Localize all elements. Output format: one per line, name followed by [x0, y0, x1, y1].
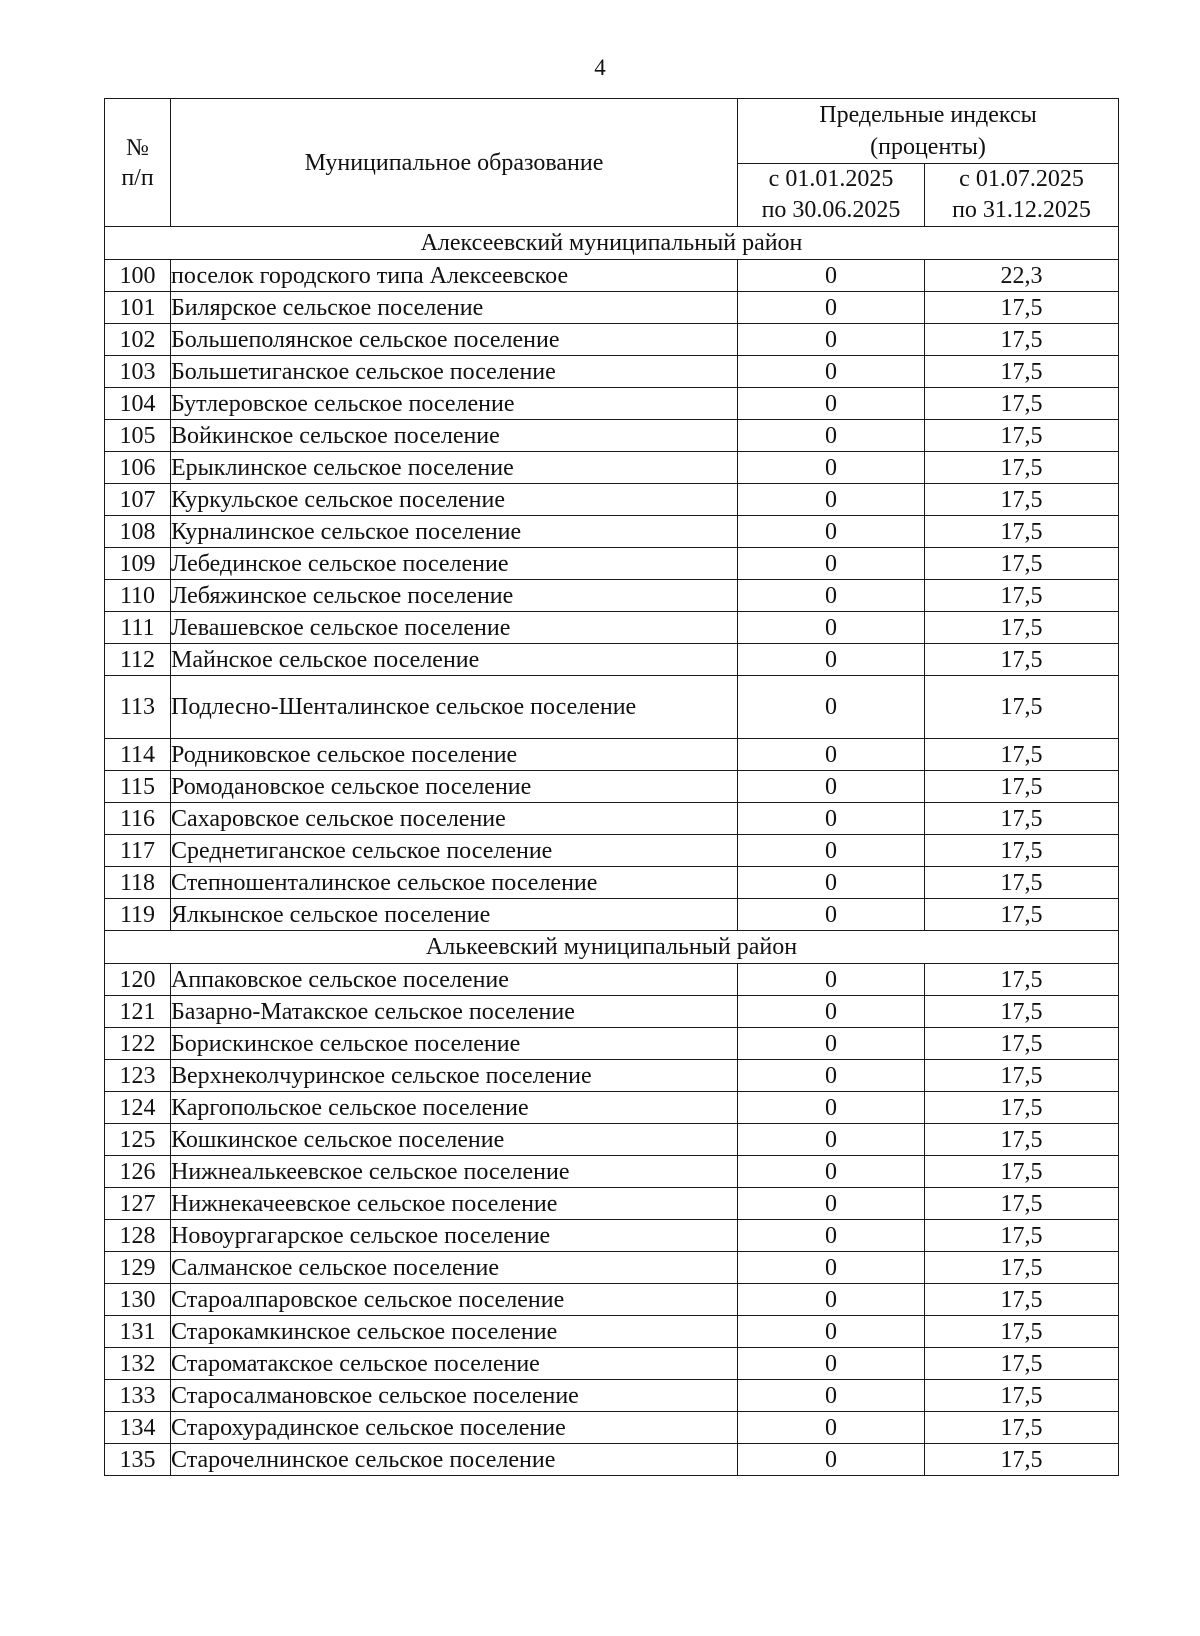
- municipality-name: Майнское сельское поселение: [171, 644, 738, 676]
- table-row: [105, 1284, 1119, 1316]
- index-period-1: 0: [738, 739, 925, 771]
- index-period-2: 17,5: [925, 324, 1119, 356]
- row-number: 108: [105, 516, 171, 548]
- row-number: 133: [105, 1380, 171, 1412]
- row-number: 115: [105, 771, 171, 803]
- row-number: 107: [105, 484, 171, 516]
- table-row: [105, 1380, 1119, 1412]
- index-period-2: 17,5: [925, 1124, 1119, 1156]
- table-row: [105, 580, 1119, 612]
- row-number: 113: [105, 676, 171, 739]
- municipality-name: Новоургагарское сельское поселение: [171, 1220, 738, 1252]
- table-row: [105, 1188, 1119, 1220]
- index-period-1: 0: [738, 1028, 925, 1060]
- row-number: 125: [105, 1124, 171, 1156]
- municipality-name: Среднетиганское сельское поселение: [171, 835, 738, 867]
- row-number: 119: [105, 899, 171, 931]
- municipality-name: Ромодановское сельское поселение: [171, 771, 738, 803]
- municipality-name: Курналинское сельское поселение: [171, 516, 738, 548]
- header-number-label: № п/п: [121, 134, 154, 191]
- municipality-name: Аппаковское сельское поселение: [171, 964, 738, 996]
- index-period-2: 17,5: [925, 612, 1119, 644]
- municipality-name: Нижнеалькеевское сельское поселение: [171, 1156, 738, 1188]
- table-row: [105, 1220, 1119, 1252]
- row-number: 130: [105, 1284, 171, 1316]
- row-number: 112: [105, 644, 171, 676]
- index-period-2: 17,5: [925, 1188, 1119, 1220]
- index-period-2: 17,5: [925, 867, 1119, 899]
- row-number: 118: [105, 867, 171, 899]
- municipality-name: Старохурадинское сельское поселение: [171, 1412, 738, 1444]
- section-row: [105, 227, 1119, 260]
- municipality-name: Базарно-Матакское сельское поселение: [171, 996, 738, 1028]
- table-row: [105, 771, 1119, 803]
- municipality-name: Бутлеровское сельское поселение: [171, 388, 738, 420]
- index-period-1: 0: [738, 580, 925, 612]
- row-number: 127: [105, 1188, 171, 1220]
- index-period-1: 0: [738, 771, 925, 803]
- table-row: [105, 260, 1119, 292]
- index-period-1: 0: [738, 1220, 925, 1252]
- index-period-2: 17,5: [925, 1252, 1119, 1284]
- municipality-name: Староматакское сельское поселение: [171, 1348, 738, 1380]
- municipality-name: поселок городского типа Алексеевское: [171, 260, 738, 292]
- index-period-2: 17,5: [925, 1028, 1119, 1060]
- index-period-1: 0: [738, 996, 925, 1028]
- row-number: 123: [105, 1060, 171, 1092]
- row-number: 134: [105, 1412, 171, 1444]
- row-number: 121: [105, 996, 171, 1028]
- row-number: 131: [105, 1316, 171, 1348]
- index-period-1: 0: [738, 676, 925, 739]
- municipality-name: Билярское сельское поселение: [171, 292, 738, 324]
- index-period-2: 17,5: [925, 1412, 1119, 1444]
- index-period-2: 17,5: [925, 548, 1119, 580]
- index-period-2: 17,5: [925, 964, 1119, 996]
- table-row: [105, 1156, 1119, 1188]
- row-number: 122: [105, 1028, 171, 1060]
- table-row: [105, 1316, 1119, 1348]
- row-number: 132: [105, 1348, 171, 1380]
- header-municipality-label: Муниципальное образование: [304, 149, 604, 176]
- index-period-1: 0: [738, 1092, 925, 1124]
- index-period-2: 17,5: [925, 739, 1119, 771]
- table-row: [105, 420, 1119, 452]
- page-number: 4: [594, 55, 606, 80]
- municipality-name: Войкинское сельское поселение: [171, 420, 738, 452]
- section-row: [105, 931, 1119, 964]
- municipality-name: Кошкинское сельское поселение: [171, 1124, 738, 1156]
- index-period-2: 17,5: [925, 1284, 1119, 1316]
- index-period-2: 17,5: [925, 771, 1119, 803]
- index-period-1: 0: [738, 452, 925, 484]
- row-number: 111: [105, 612, 171, 644]
- table-row: [105, 867, 1119, 899]
- row-number: 135: [105, 1444, 171, 1476]
- header-indices: [738, 99, 1119, 164]
- table-row: [105, 324, 1119, 356]
- table-row: [105, 1348, 1119, 1380]
- index-period-1: 0: [738, 548, 925, 580]
- index-period-2: 17,5: [925, 899, 1119, 931]
- index-period-2: 17,5: [925, 1380, 1119, 1412]
- index-period-2: 17,5: [925, 356, 1119, 388]
- index-period-2: 17,5: [925, 1156, 1119, 1188]
- index-period-1: 0: [738, 1188, 925, 1220]
- table-row: [105, 835, 1119, 867]
- index-period-1: 0: [738, 1124, 925, 1156]
- index-period-2: 17,5: [925, 292, 1119, 324]
- table-row: [105, 612, 1119, 644]
- table-row: [105, 899, 1119, 931]
- index-period-1: 0: [738, 1444, 925, 1476]
- municipality-name: Степношенталинское сельское поселение: [171, 867, 738, 899]
- index-period-2: 17,5: [925, 388, 1119, 420]
- municipality-name: Старокамкинское сельское поселение: [171, 1316, 738, 1348]
- index-period-2: 17,5: [925, 1444, 1119, 1476]
- table-row: [105, 739, 1119, 771]
- index-period-1: 0: [738, 1348, 925, 1380]
- table-row: [105, 548, 1119, 580]
- table-row: [105, 1060, 1119, 1092]
- index-period-2: 17,5: [925, 516, 1119, 548]
- municipality-name: Нижнекачеевское сельское поселение: [171, 1188, 738, 1220]
- row-number: 106: [105, 452, 171, 484]
- municipality-name: Сахаровское сельское поселение: [171, 803, 738, 835]
- municipality-name: Старочелнинское сельское поселение: [171, 1444, 738, 1476]
- index-period-2: 17,5: [925, 1060, 1119, 1092]
- municipality-name: Староалпаровское сельское поселение: [171, 1284, 738, 1316]
- municipality-name: Верхнеколчуринское сельское поселение: [171, 1060, 738, 1092]
- index-period-1: 0: [738, 1412, 925, 1444]
- index-period-1: 0: [738, 899, 925, 931]
- index-period-2: 17,5: [925, 452, 1119, 484]
- municipality-name: Борискинское сельское поселение: [171, 1028, 738, 1060]
- index-period-2: 17,5: [925, 1316, 1119, 1348]
- index-period-2: 17,5: [925, 580, 1119, 612]
- index-period-1: 0: [738, 1380, 925, 1412]
- municipality-name: Лебяжинское сельское поселение: [171, 580, 738, 612]
- index-period-1: 0: [738, 388, 925, 420]
- table-row: [105, 676, 1119, 739]
- index-period-1: 0: [738, 420, 925, 452]
- row-number: 129: [105, 1252, 171, 1284]
- table-row: [105, 996, 1119, 1028]
- table-row: [105, 292, 1119, 324]
- header-indices-label: Предельные индексы (проценты): [819, 102, 1037, 160]
- table-row: [105, 1444, 1119, 1476]
- index-period-1: 0: [738, 260, 925, 292]
- row-number: 124: [105, 1092, 171, 1124]
- header-municipality-column: [171, 99, 738, 227]
- table-row: [105, 452, 1119, 484]
- index-period-2: 17,5: [925, 484, 1119, 516]
- index-period-1: 0: [738, 803, 925, 835]
- index-period-1: 0: [738, 835, 925, 867]
- index-period-2: 17,5: [925, 644, 1119, 676]
- row-number: 114: [105, 739, 171, 771]
- row-number: 110: [105, 580, 171, 612]
- table-row: [105, 1028, 1119, 1060]
- index-period-1: 0: [738, 484, 925, 516]
- index-period-1: 0: [738, 292, 925, 324]
- index-period-2: 17,5: [925, 1092, 1119, 1124]
- row-number: 116: [105, 803, 171, 835]
- row-number: 105: [105, 420, 171, 452]
- section-title: Алькеевский муниципальный район: [105, 931, 1119, 964]
- header-period-1: [738, 164, 925, 227]
- header-period-1-label: с 01.01.2025 по 30.06.2025: [761, 166, 901, 223]
- index-period-1: 0: [738, 1284, 925, 1316]
- municipality-name: Старосалмановское сельское поселение: [171, 1380, 738, 1412]
- municipality-name: Куркульское сельское поселение: [171, 484, 738, 516]
- table-row: [105, 1252, 1119, 1284]
- table-row: [105, 484, 1119, 516]
- row-number: 104: [105, 388, 171, 420]
- table-row: [105, 356, 1119, 388]
- municipality-name: Ялкынское сельское поселение: [171, 899, 738, 931]
- header-period-2: [925, 164, 1119, 227]
- municipality-name: Родниковское сельское поселение: [171, 739, 738, 771]
- index-period-1: 0: [738, 1156, 925, 1188]
- municipality-name: Большетиганское сельское поселение: [171, 356, 738, 388]
- table-row: [105, 388, 1119, 420]
- index-period-2: 17,5: [925, 1348, 1119, 1380]
- index-period-1: 0: [738, 356, 925, 388]
- row-number: 120: [105, 964, 171, 996]
- table-row: [105, 644, 1119, 676]
- indices-table: [104, 98, 1119, 1476]
- index-period-1: 0: [738, 644, 925, 676]
- index-period-2: 17,5: [925, 996, 1119, 1028]
- row-number: 128: [105, 1220, 171, 1252]
- index-period-1: 0: [738, 324, 925, 356]
- row-number: 117: [105, 835, 171, 867]
- index-period-1: 0: [738, 612, 925, 644]
- municipality-name: Большеполянское сельское поселение: [171, 324, 738, 356]
- header-period-2-label: с 01.07.2025 по 31.12.2025: [952, 166, 1091, 223]
- index-period-1: 0: [738, 516, 925, 548]
- index-period-2: 17,5: [925, 420, 1119, 452]
- row-number: 126: [105, 1156, 171, 1188]
- municipality-name: Каргопольское сельское поселение: [171, 1092, 738, 1124]
- table-row: [105, 964, 1119, 996]
- municipality-name: Лебединское сельское поселение: [171, 548, 738, 580]
- index-period-2: 22,3: [925, 260, 1119, 292]
- index-period-1: 0: [738, 867, 925, 899]
- municipality-name: Левашевское сельское поселение: [171, 612, 738, 644]
- municipality-name: Ерыклинское сельское поселение: [171, 452, 738, 484]
- header-number-column: [105, 99, 171, 227]
- row-number: 102: [105, 324, 171, 356]
- index-period-1: 0: [738, 1252, 925, 1284]
- index-period-2: 17,5: [925, 835, 1119, 867]
- section-title: Алексеевский муниципальный район: [105, 227, 1119, 260]
- municipality-name: Подлесно-Шенталинское сельское поселение: [171, 676, 738, 739]
- table-row: [105, 1412, 1119, 1444]
- index-period-2: 17,5: [925, 1220, 1119, 1252]
- index-period-2: 17,5: [925, 676, 1119, 739]
- row-number: 109: [105, 548, 171, 580]
- row-number: 100: [105, 260, 171, 292]
- index-period-1: 0: [738, 1316, 925, 1348]
- table-row: [105, 1124, 1119, 1156]
- row-number: 101: [105, 292, 171, 324]
- table-row: [105, 516, 1119, 548]
- index-period-1: 0: [738, 1060, 925, 1092]
- municipality-name: Салманское сельское поселение: [171, 1252, 738, 1284]
- table-row: [105, 803, 1119, 835]
- row-number: 103: [105, 356, 171, 388]
- table-row: [105, 1092, 1119, 1124]
- index-period-1: 0: [738, 964, 925, 996]
- index-period-2: 17,5: [925, 803, 1119, 835]
- table-body: [105, 227, 1119, 1476]
